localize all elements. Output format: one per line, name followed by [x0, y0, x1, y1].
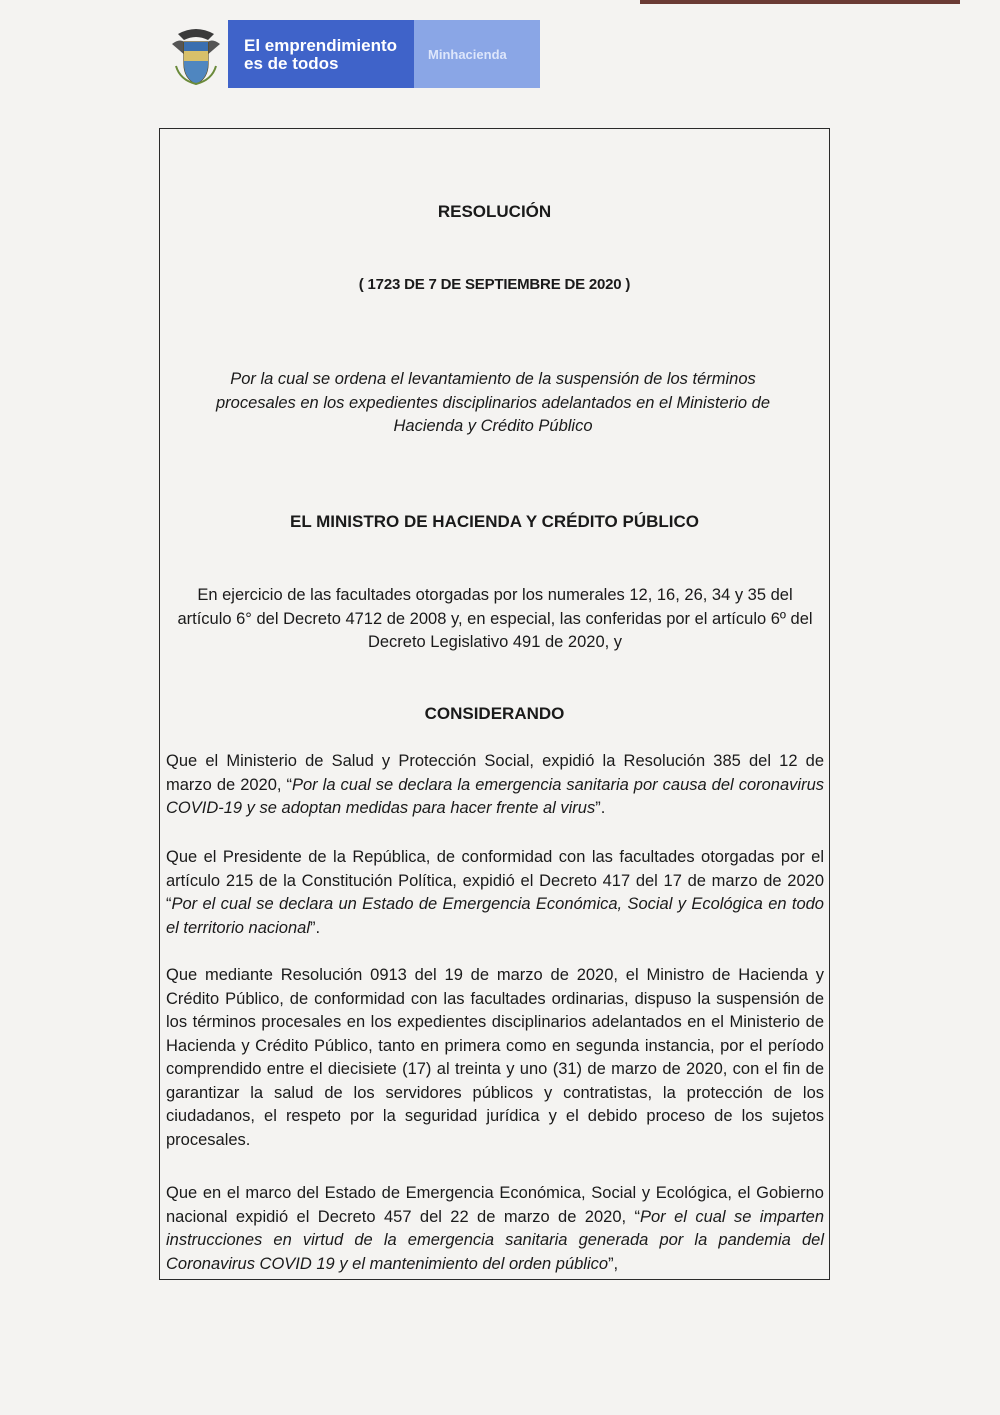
recital-4-end: ”,	[608, 1254, 619, 1273]
slogan-line-1: El emprendimiento	[244, 36, 398, 55]
issuing-authority: EL MINISTRO DE HACIENDA Y CRÉDITO PÚBLICO	[290, 512, 699, 531]
slogan	[228, 20, 414, 88]
recital-1-text: Que el Ministerio de Salud y Protección Social, expidió la Resolución 385 del 12 de marzo de 2020, “	[166, 752, 824, 794]
legal-powers: En ejercicio de las facultades otorgadas por los numerales 12, 16, 26, 34 y 35 del artículo 6° del Decreto 4712 de 2008 y, en especial, las conferidas por el artículo 6º del Decreto Legislativo 491 de 2020, y	[177, 586, 813, 651]
slogan-line-2: es de todos	[244, 54, 339, 73]
recital-4-quote: Por el cual se imparten instrucciones en virtud de la emergencia sanitaria generada por la pandemia del Coronavirus COVID 19 y el mantenimiento del orden público	[166, 1207, 825, 1273]
letterhead	[168, 20, 540, 90]
recital-1	[166, 750, 824, 821]
ministry-logo-text: Minhacienda	[414, 20, 540, 88]
recital-1-quote: Por la cual se declara la emergencia sanitaria por causa del coronavirus COVID-19 y se adoptan medidas para hacer frente al virus	[166, 775, 824, 817]
recital-2	[166, 846, 824, 940]
recital-4	[166, 1182, 824, 1276]
recital-2-text: Que el Presidente de la República, de conformidad con las facultades otorgadas por el artículo 215 de la Constitución Política, expidió el Decreto 417 del 17 de marzo de 2020 “	[166, 848, 824, 913]
resolution-number: ( 1723 DE 7 DE SEPTIEMBRE DE 2020 )	[358, 276, 631, 293]
considerando-heading: CONSIDERANDO	[424, 704, 565, 723]
coat-of-arms-icon	[168, 26, 224, 86]
recital-2-quote: Por el cual se declara un Estado de Emergencia Económica, Social y Ecológica en todo el territorio nacional	[166, 895, 824, 937]
government-banner	[228, 20, 540, 88]
resolution-subject: Por la cual se ordena el levantamiento de la suspensión de los términos procesales en los expedientes disciplinarios adelantados en el Ministerio de Hacienda y Crédito Público	[216, 370, 770, 435]
recital-4-text: Que en el marco del Estado de Emergencia Económica, Social y Ecológica, el Gobierno nacional expidió el Decreto 457 del 22 de marzo de 2020, “	[166, 1184, 824, 1226]
recital-3: Que mediante Resolución 0913 del 19 de marzo de 2020, el Ministro de Hacienda y Crédito Público, de conformidad con las facultades ordinarias, dispuso la suspensión de los términos procesales en los expedientes disciplinarios adelantados en el Ministerio de Hacienda y Crédito Público, tanto en primera como en segunda instancia, por el período comprendido entre el diecisiete (17) al treinta y uno (31) de marzo de 2020, con el fin de garantizar la salud de los servidores públicos y contratistas, la protección de los ciudadanos, el respeto por la seguridad jurídica y el debido proceso de los sujetos procesales.	[166, 966, 824, 1149]
document-title: RESOLUCIÓN	[437, 202, 552, 221]
recital-1-end: ”.	[595, 799, 606, 817]
recital-2-end: ”.	[310, 918, 321, 937]
page-top-edge	[640, 0, 960, 4]
